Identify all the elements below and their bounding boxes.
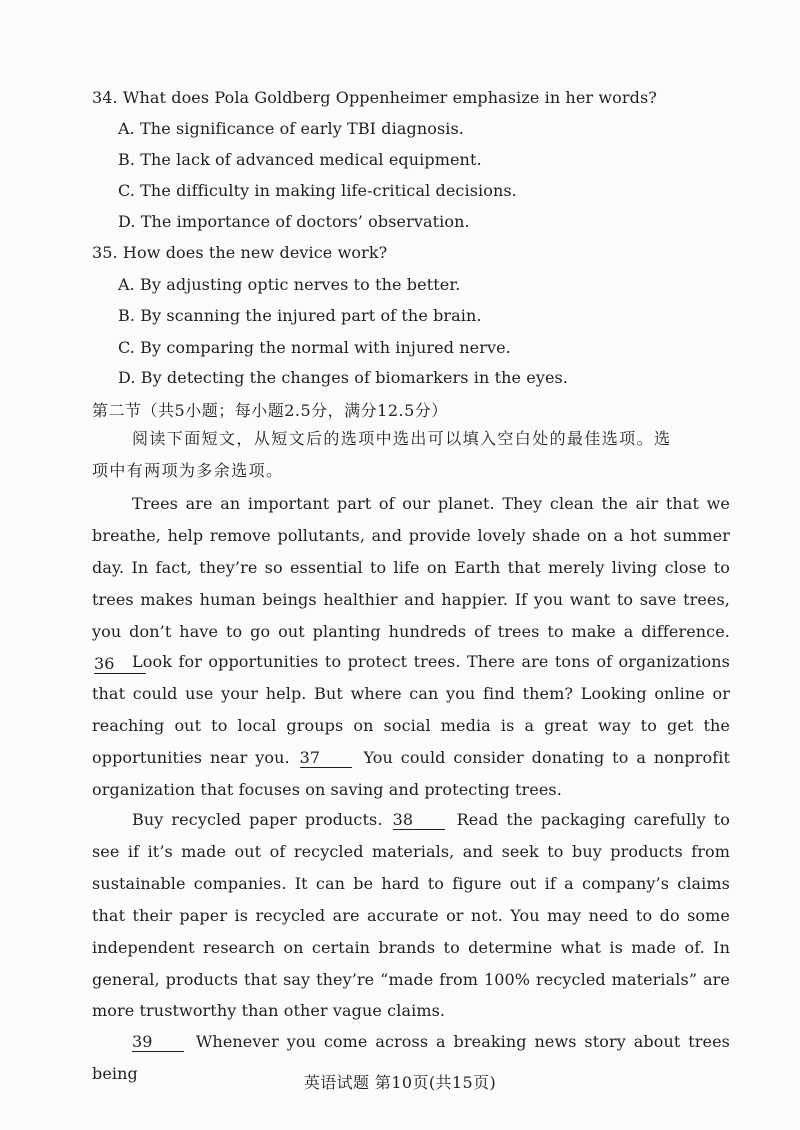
paragraph-2-text-before: Look for opportunities to protect trees. There are tons of organizations that could use your help. But where can you find them? Looking online or reaching out to local groups on social media is a great way to get the opportunities near you. [92,652,730,767]
question-34-option-c: C. The difficulty in making life-critical decisions. [118,181,517,200]
passage-paragraph-2 [92,646,730,806]
section-scoring: （共5小题；每小题2.5分，满分12.5分） [141,401,448,420]
section-heading [92,398,448,421]
question-34-option-d: D. The importance of doctors’ observation. [118,212,470,231]
paragraph-3-text-after: Read the packaging carefully to see if it’s made out of recycled materials, and seek to buy products from sustainable companies. It can be hard to figure out if a company’s claims that their paper is recycled are accurate or not. You may need to do some independent research on certain brands to determine what is made of. In general, products that say they’re “made from 100% recycled materials” are more trustworthy than other vague claims. [92,810,731,1021]
blank-39[interactable]: 39 [132,1032,184,1052]
question-35-option-b: B. By scanning the injured part of the brain. [118,306,482,325]
paragraph-1-text: Trees are an important part of our planet. They clean the air that we breathe, help remove pollutants, and provide lovely shade on a hot summer day. In fact, they’re so essential to life on Earth that merely living close to trees makes human beings healthier and happier. If you want to save trees, you don’t have to go out planting hundreds of trees to make a difference. [92,494,730,641]
question-34-stem: 34. What does Pola Goldberg Oppenheimer emphasize in her words? [92,88,657,107]
blank-38[interactable]: 38 [393,810,445,830]
question-34-option-b: B. The lack of advanced medical equipment. [118,150,482,169]
passage-paragraph-3 [92,804,730,1027]
paragraph-4-text: Whenever you come across a breaking news story about trees being [92,1032,730,1083]
page-footer: 英语试题 第10页(共15页) [303,1073,497,1092]
section-title: 第二节 [92,401,142,420]
section-instructions-line-2: 项中有两项为多余选项。 [92,461,284,480]
question-35-stem: 35. How does the new device work? [92,243,388,262]
question-34-option-a: A. The significance of early TBI diagnosis. [118,119,464,138]
paragraph-2-text-after: You could consider donating to a nonprofit organization that focuses on saving and protecting trees. [92,747,730,799]
paragraph-3-text-before: Buy recycled paper products. [132,810,383,829]
blank-37[interactable]: 37 [300,748,352,768]
section-instructions-line-1: 阅读下面短文，从短文后的选项中选出可以填入空白处的最佳选项。选 [132,429,672,448]
blank-36[interactable]: 36 [94,654,146,674]
question-35-option-a: A. By adjusting optic nerves to the better. [118,275,461,294]
question-35-option-c: C. By comparing the normal with injured nerve. [118,338,511,357]
question-35-option-d: D. By detecting the changes of biomarkers in the eyes. [118,368,569,387]
